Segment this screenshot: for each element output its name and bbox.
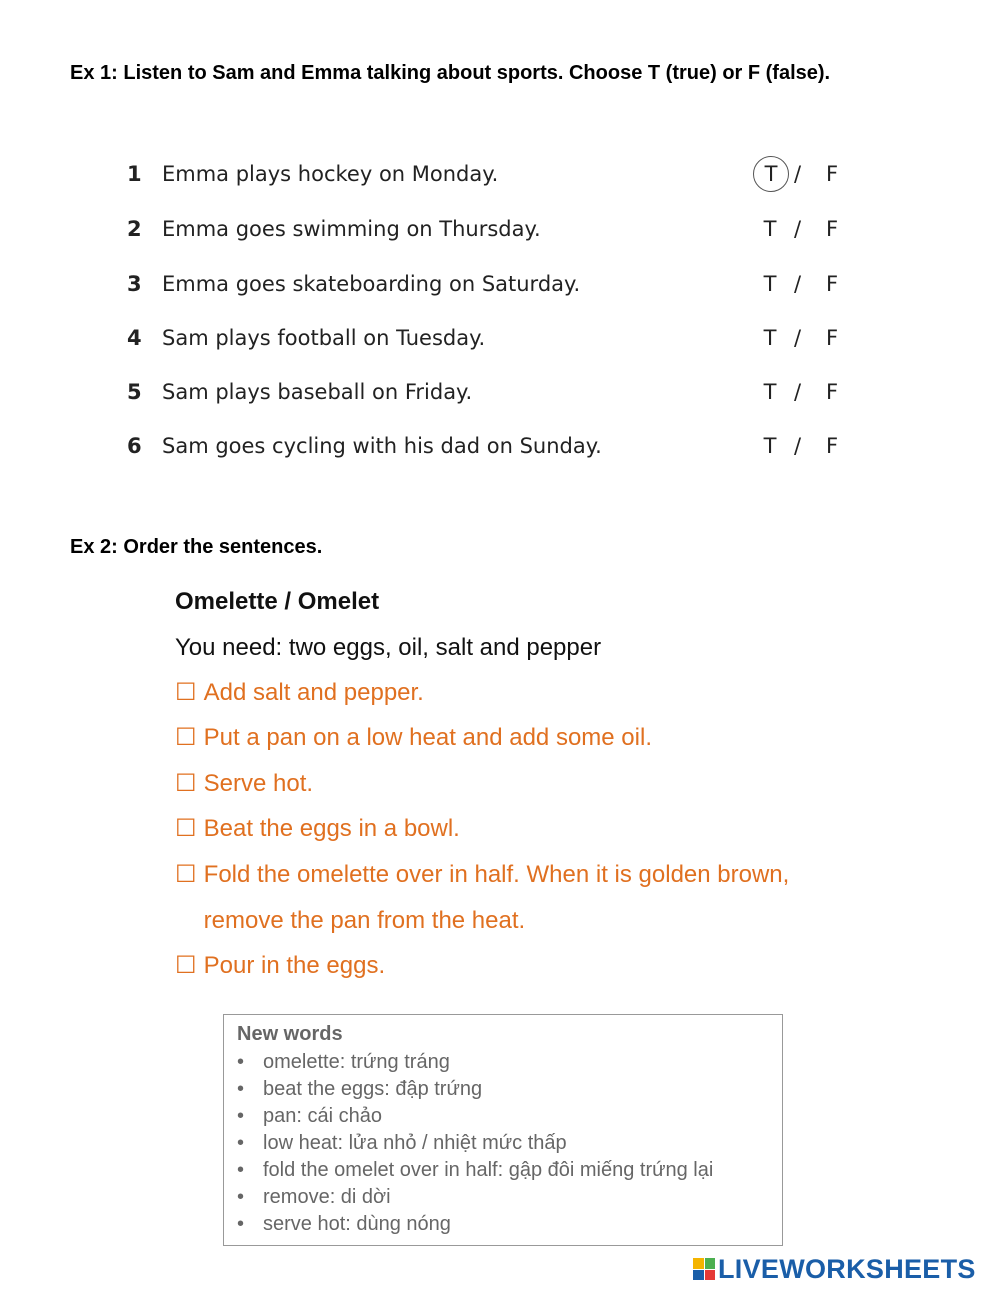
logo-text: LIVEWORKSHEETS	[718, 1253, 976, 1284]
order-step	[175, 852, 789, 944]
logo-square-icon	[705, 1270, 716, 1281]
ex1-heading: Ex 1: Listen to Sam and Emma talking about sports. Choose T (true) or F (false).	[70, 62, 831, 84]
statement-text: Sam plays football on Tuesday.	[162, 326, 486, 350]
vocab-entry: beat the eggs: đập trứng	[263, 1078, 483, 1100]
vocab-entry: omelette: trứng tráng	[263, 1051, 450, 1073]
order-checkbox[interactable]: ☐	[175, 861, 197, 888]
statement-text: Emma plays hockey on Monday.	[162, 162, 499, 186]
logo-square-icon	[693, 1258, 704, 1269]
item-number: 3	[127, 272, 142, 296]
order-checkbox[interactable]: ☐	[175, 724, 197, 751]
vocab-entry: remove: di dời	[263, 1186, 391, 1208]
order-checkbox[interactable]: ☐	[175, 770, 197, 797]
list-item	[237, 1076, 713, 1103]
separator: /	[794, 272, 802, 296]
tf-row	[0, 426, 1000, 466]
step-text-continued: remove the pan from the heat.	[203, 907, 526, 934]
item-number: 2	[127, 217, 142, 241]
false-option[interactable]: F	[825, 162, 839, 186]
list-item	[237, 1211, 713, 1238]
statement-text: Emma goes swimming on Thursday.	[162, 217, 541, 241]
true-option[interactable]: T	[763, 217, 777, 241]
bullet-icon: •	[237, 1051, 245, 1073]
statement-text: Sam goes cycling with his dad on Sunday.	[162, 434, 602, 458]
tf-row	[0, 318, 1000, 358]
false-option[interactable]: F	[825, 217, 839, 241]
true-option[interactable]: T	[763, 272, 777, 296]
logo-square-icon	[693, 1270, 704, 1281]
bullet-icon: •	[237, 1159, 245, 1181]
logo-mark-icon	[693, 1258, 715, 1280]
order-checkbox[interactable]: ☐	[175, 815, 197, 842]
step-text: Serve hot.	[203, 770, 314, 797]
separator: /	[794, 434, 802, 458]
separator: /	[794, 217, 802, 241]
statement-text: Sam plays baseball on Friday.	[162, 380, 473, 404]
step-text: Fold the omelette over in half. When it is golden brown,	[203, 861, 790, 888]
false-option[interactable]: F	[825, 380, 839, 404]
list-item	[237, 1157, 713, 1184]
false-option[interactable]: F	[825, 326, 839, 350]
item-number: 1	[127, 162, 142, 186]
tf-row	[0, 264, 1000, 304]
separator: /	[794, 326, 802, 350]
bullet-icon: •	[237, 1105, 245, 1127]
list-item	[237, 1184, 713, 1211]
order-step	[175, 806, 460, 852]
order-checkbox[interactable]: ☐	[175, 952, 197, 979]
step-text: Pour in the eggs.	[203, 952, 386, 979]
tf-row	[0, 372, 1000, 412]
liveworksheets-logo[interactable]	[693, 1254, 976, 1284]
vocab-entry: low heat: lửa nhỏ / nhiệt mức thấp	[263, 1132, 567, 1154]
false-option[interactable]: F	[825, 434, 839, 458]
bullet-icon: •	[237, 1078, 245, 1100]
logo-square-icon	[705, 1258, 716, 1269]
vocab-entry: serve hot: dùng nóng	[263, 1213, 451, 1235]
list-item	[237, 1103, 713, 1130]
bullet-icon: •	[237, 1186, 245, 1208]
step-text: Put a pan on a low heat and add some oil.	[203, 724, 652, 751]
new-words-box	[223, 1014, 783, 1246]
vocab-entry: pan: cái chảo	[263, 1105, 382, 1127]
order-step	[175, 670, 424, 716]
list-item	[237, 1130, 713, 1157]
step-text: Add salt and pepper.	[203, 679, 424, 706]
separator: /	[794, 380, 802, 404]
bullet-icon: •	[237, 1213, 245, 1235]
separator: /	[794, 162, 802, 186]
new-words-list	[237, 1049, 713, 1238]
bullet-icon: •	[237, 1132, 245, 1154]
false-option[interactable]: F	[825, 272, 839, 296]
statement-text: Emma goes skateboarding on Saturday.	[162, 272, 581, 296]
new-words-title: New words	[237, 1023, 343, 1045]
ex2-heading: Ex 2: Order the sentences.	[70, 536, 323, 558]
item-number: 6	[127, 434, 142, 458]
ingredients-text: You need: two eggs, oil, salt and pepper	[175, 634, 602, 661]
order-step	[175, 761, 313, 807]
true-option[interactable]: T	[763, 380, 777, 404]
order-step	[175, 943, 385, 989]
true-option[interactable]: T	[763, 326, 777, 350]
item-number: 5	[127, 380, 142, 404]
tf-row	[0, 209, 1000, 249]
list-item	[237, 1049, 713, 1076]
order-checkbox[interactable]: ☐	[175, 679, 197, 706]
vocab-entry: fold the omelet over in half: gập đôi miếng trứng lại	[263, 1159, 714, 1181]
true-option[interactable]: T	[763, 434, 777, 458]
recipe-title: Omelette / Omelet	[175, 588, 380, 615]
step-text: Beat the eggs in a bowl.	[203, 815, 460, 842]
item-number: 4	[127, 326, 142, 350]
order-step	[175, 715, 652, 761]
true-option[interactable]: T	[753, 156, 789, 192]
tf-row	[0, 154, 1000, 194]
